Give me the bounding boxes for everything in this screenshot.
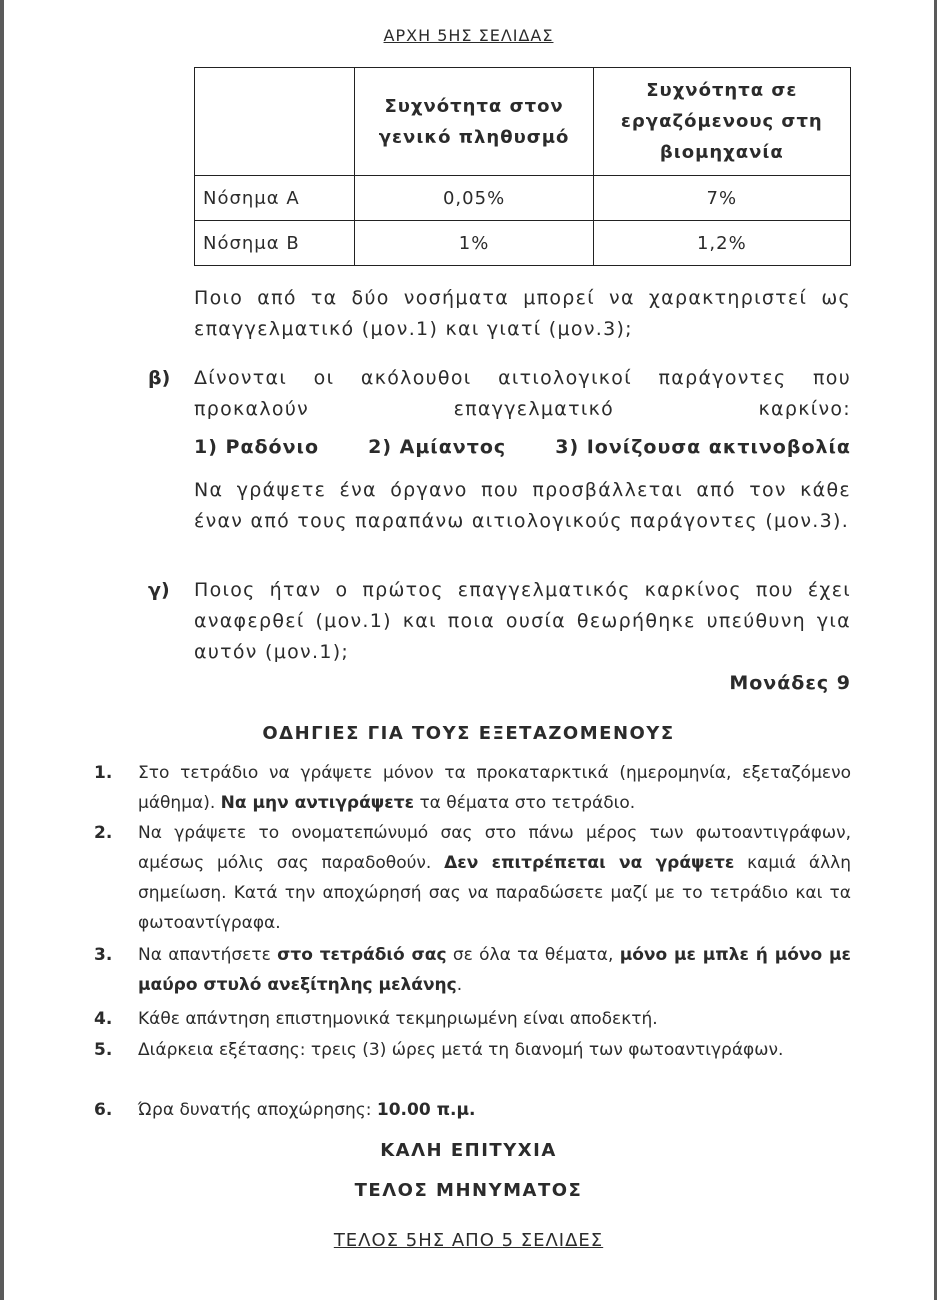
factor-item: 3) Ιονίζουσα ακτινοβολία [555,436,851,458]
table-cell: Νόσημα Β [195,221,355,266]
table-row [195,176,851,221]
table-header-cell [195,68,355,176]
question-a-text: Ποιο από τα δύο νοσήματα μπορεί να χαρακτηριστεί ως επαγγελματικό (μον.1) και γιατί (μον.3); [194,287,851,340]
factor-item: 1) Ραδόνιο [194,436,320,458]
instruction-item [94,818,851,938]
instruction-item [94,1004,851,1034]
table-cell: 7% [593,176,850,221]
instruction-number: 3. [94,945,113,965]
table-header-cell: Συχνότητα στον γενικό πληθυσμό [355,68,593,176]
instruction-item [94,940,851,1000]
instruction-text: Να γράψετε το ονοματεπώνυμό σας στο πάνω μέρος των φωτοαντιγράφων, αμέσως μόλις σας παραδοθούν. Δεν επιτρέπεται να γράψετε καμιά άλλη σημείωση. Κατά την αποχώρησή σας να παραδώσετε μαζί με το τετράδιο και τα φωτοαντίγραφα. [138,823,851,933]
factor-item: 2) Αμίαντος [368,436,507,458]
instruction-number: 1. [94,763,113,783]
table-cell: 1,2% [593,221,850,266]
instruction-text: Να απαντήσετε στο τετράδιό σας σε όλα τα θέματα, μόνο με μπλε ή μόνο με μαύρο στυλό ανεξίτηλης μελάνης. [138,945,851,995]
question-c-text: Ποιος ήταν ο πρώτος επαγγελματικός καρκίνος που έχει αναφερθεί (μον.1) και ποια ουσία θεωρήθηκε υπεύθυνη για αυτόν (μον.1); [194,579,851,663]
instruction-item [94,1035,851,1065]
instruction-item [94,1095,851,1125]
question-c-label: γ) [148,579,170,601]
instruction-text: Διάρκεια εξέτασης: τρεις (3) ώρες μετά τη διανομή των φωτοαντιγράφων. [138,1040,784,1060]
instruction-number: 4. [94,1009,113,1029]
table-row [195,221,851,266]
points-label: Μονάδες 9 [729,672,851,694]
table-cell: Νόσημα Α [195,176,355,221]
instruction-text: Στο τετράδιο να γράψετε μόνον τα προκαταρκτικά (ημερομηνία, εξεταζόμενο μάθημα). Να μην αντιγράψετε τα θέματα στο τετράδιο. [138,763,851,813]
instruction-number: 2. [94,823,113,843]
table-header-row [195,68,851,176]
page-edge-left [0,0,4,1300]
instruction-number: 5. [94,1040,113,1060]
frequency-table [194,67,851,266]
question-b-instruction: Να γράψετε ένα όργανο που προσβάλλεται από τον κάθε έναν από τους παραπάνω αιτιολογικούς παράγοντες (μον.3). [194,479,851,532]
question-b-intro: Δίνονται οι ακόλουθοι αιτιολογικοί παράγοντες που προκαλούν επαγγελματικό καρκίνο: [194,367,851,420]
instruction-text: Ώρα δυνατής αποχώρησης: 10.00 π.μ. [138,1100,476,1120]
page-end-note: ΤΕΛΟΣ 5ΗΣ ΑΠΟ 5 ΣΕΛΙΔΕΣ [333,1230,604,1251]
end-message-text: ΤΕΛΟΣ ΜΗΝΥΜΑΤΟΣ [354,1180,583,1201]
instructions-title: ΟΔΗΓΙΕΣ ΓΙΑ ΤΟΥΣ ΕΞΕΤΑΖΟΜΕΝΟΥΣ [262,723,675,744]
good-luck-text: ΚΑΛΗ ΕΠΙΤΥΧΙΑ [380,1140,557,1161]
page-start-note: ΑΡΧΗ 5ΗΣ ΣΕΛΙΔΑΣ [383,26,554,45]
question-b-label: β) [148,367,171,389]
instruction-number: 6. [94,1100,113,1120]
causal-factors-list [194,432,851,463]
instruction-item [94,758,851,818]
table-header-cell: Συχνότητα σε εργαζόμενους στη βιομηχανία [593,68,850,176]
table-cell: 0,05% [355,176,593,221]
instruction-text: Κάθε απάντηση επιστημονικά τεκμηριωμένη είναι αποδεκτή. [138,1009,658,1029]
table-cell: 1% [355,221,593,266]
